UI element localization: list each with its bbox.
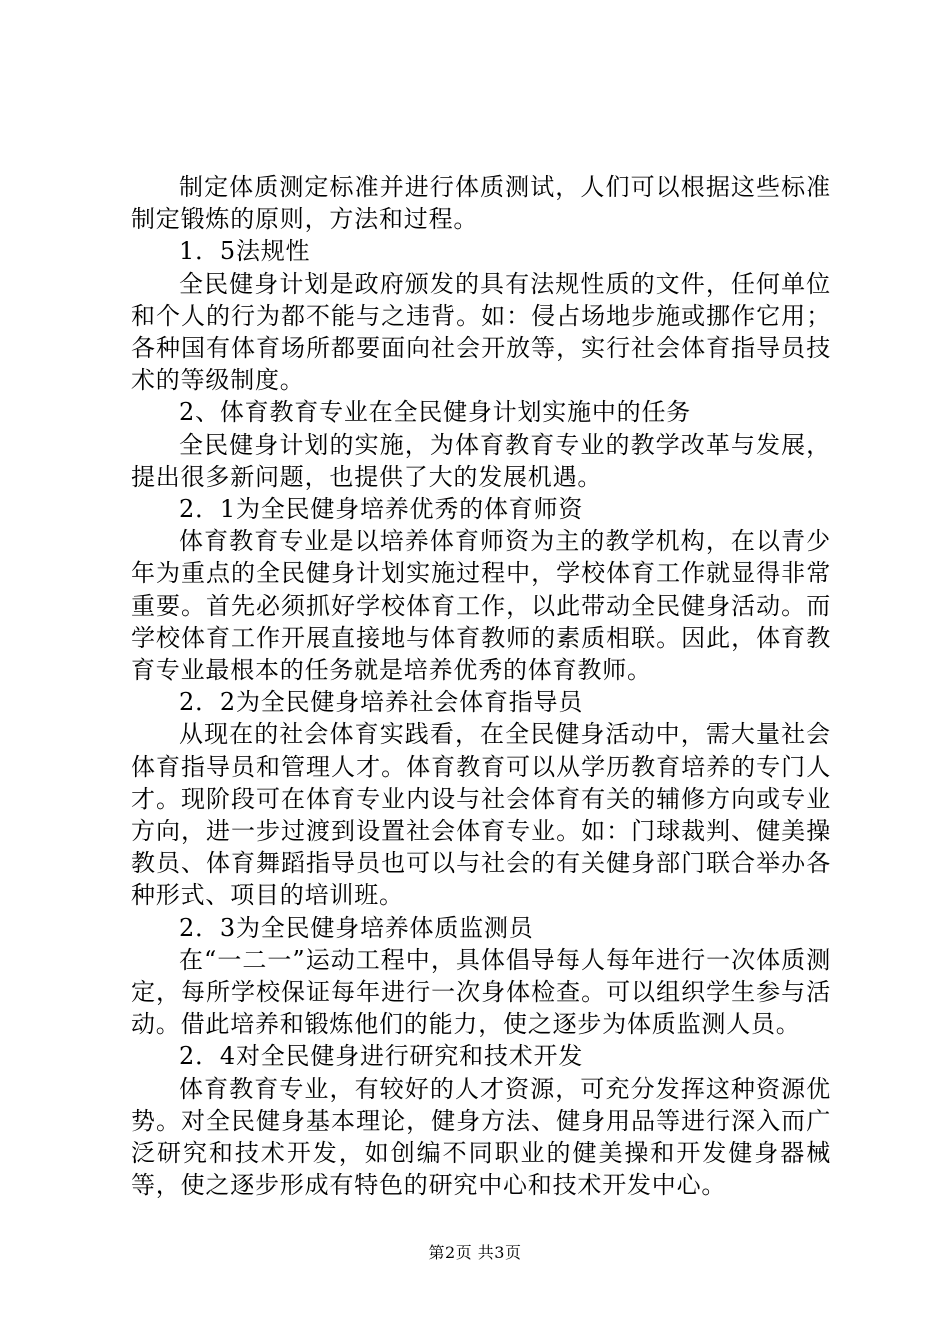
section-heading: 1．5法规性 (179, 237, 311, 266)
section-heading: 2．3为全民健身培养体质监测员 (179, 913, 534, 942)
document-body (131, 171, 831, 1202)
paragraph: 在“一二一”运动工程中，具体倡导每人每年进行一次体质测定，每所学校保证每年进行一次身体检查。可以组织学生参与活动。借此培养和锻炼他们的能力，使之逐步为体质监测人员。 (131, 945, 831, 1039)
paragraph: 全民健身计划是政府颁发的具有法规性质的文件，任何单位和个人的行为都不能与之违背。如：侵占场地步施或挪作它用；各种国有体育场所都要面向社会开放等，实行社会体育指导员技术的等级制度。 (131, 269, 831, 395)
section-heading: 2、体育教育专业在全民健身计划实施中的任务 (179, 398, 692, 427)
section-heading: 2．1为全民健身培养优秀的体育师资 (179, 495, 584, 524)
page-number-footer: 第2页 共3页 (428, 1243, 522, 1262)
paragraph: 制定体质测定标准并进行体质测试，人们可以根据这些标准制定锻炼的原则，方法和过程。 (131, 173, 831, 234)
paragraph: 体育教育专业是以培养体育师资为主的教学机构，在以青少年为重点的全民健身计划实施过程中，学校体育工作就显得非常重要。首先必须抓好学校体育工作，以此带动全民健身活动。而学校体育工作开展直接地与体育教师的素质相联。因此，体育教育专业最根本的任务就是培养优秀的体育教师。 (131, 527, 831, 685)
paragraph: 体育教育专业，有较好的人才资源，可充分发挥这种资源优势。对全民健身基本理论，健身方法、健身用品等进行深入而广泛研究和技术开发，如创编不同职业的健美操和开发健身器械等，使之逐步形成有特色的研究中心和技术开发中心。 (131, 1074, 831, 1200)
paragraph: 全民健身计划的实施，为体育教育专业的教学改革与发展，提出很多新问题，也提供了大的发展机遇。 (131, 430, 831, 491)
section-heading: 2．2为全民健身培养社会体育指导员 (179, 688, 584, 717)
section-heading: 2．4对全民健身进行研究和技术开发 (179, 1042, 584, 1071)
paragraph: 从现在的社会体育实践看，在全民健身活动中，需大量社会体育指导员和管理人才。体育教育可以从学历教育培养的专门人才。现阶段可在体育专业内设与社会体育有关的辅修方向或专业方向，进一步过渡到设置社会体育专业。如：门球裁判、健美操教员、体育舞蹈指导员也可以与社会的有关健身部门联合举办各种形式、项目的培训班。 (131, 720, 831, 910)
